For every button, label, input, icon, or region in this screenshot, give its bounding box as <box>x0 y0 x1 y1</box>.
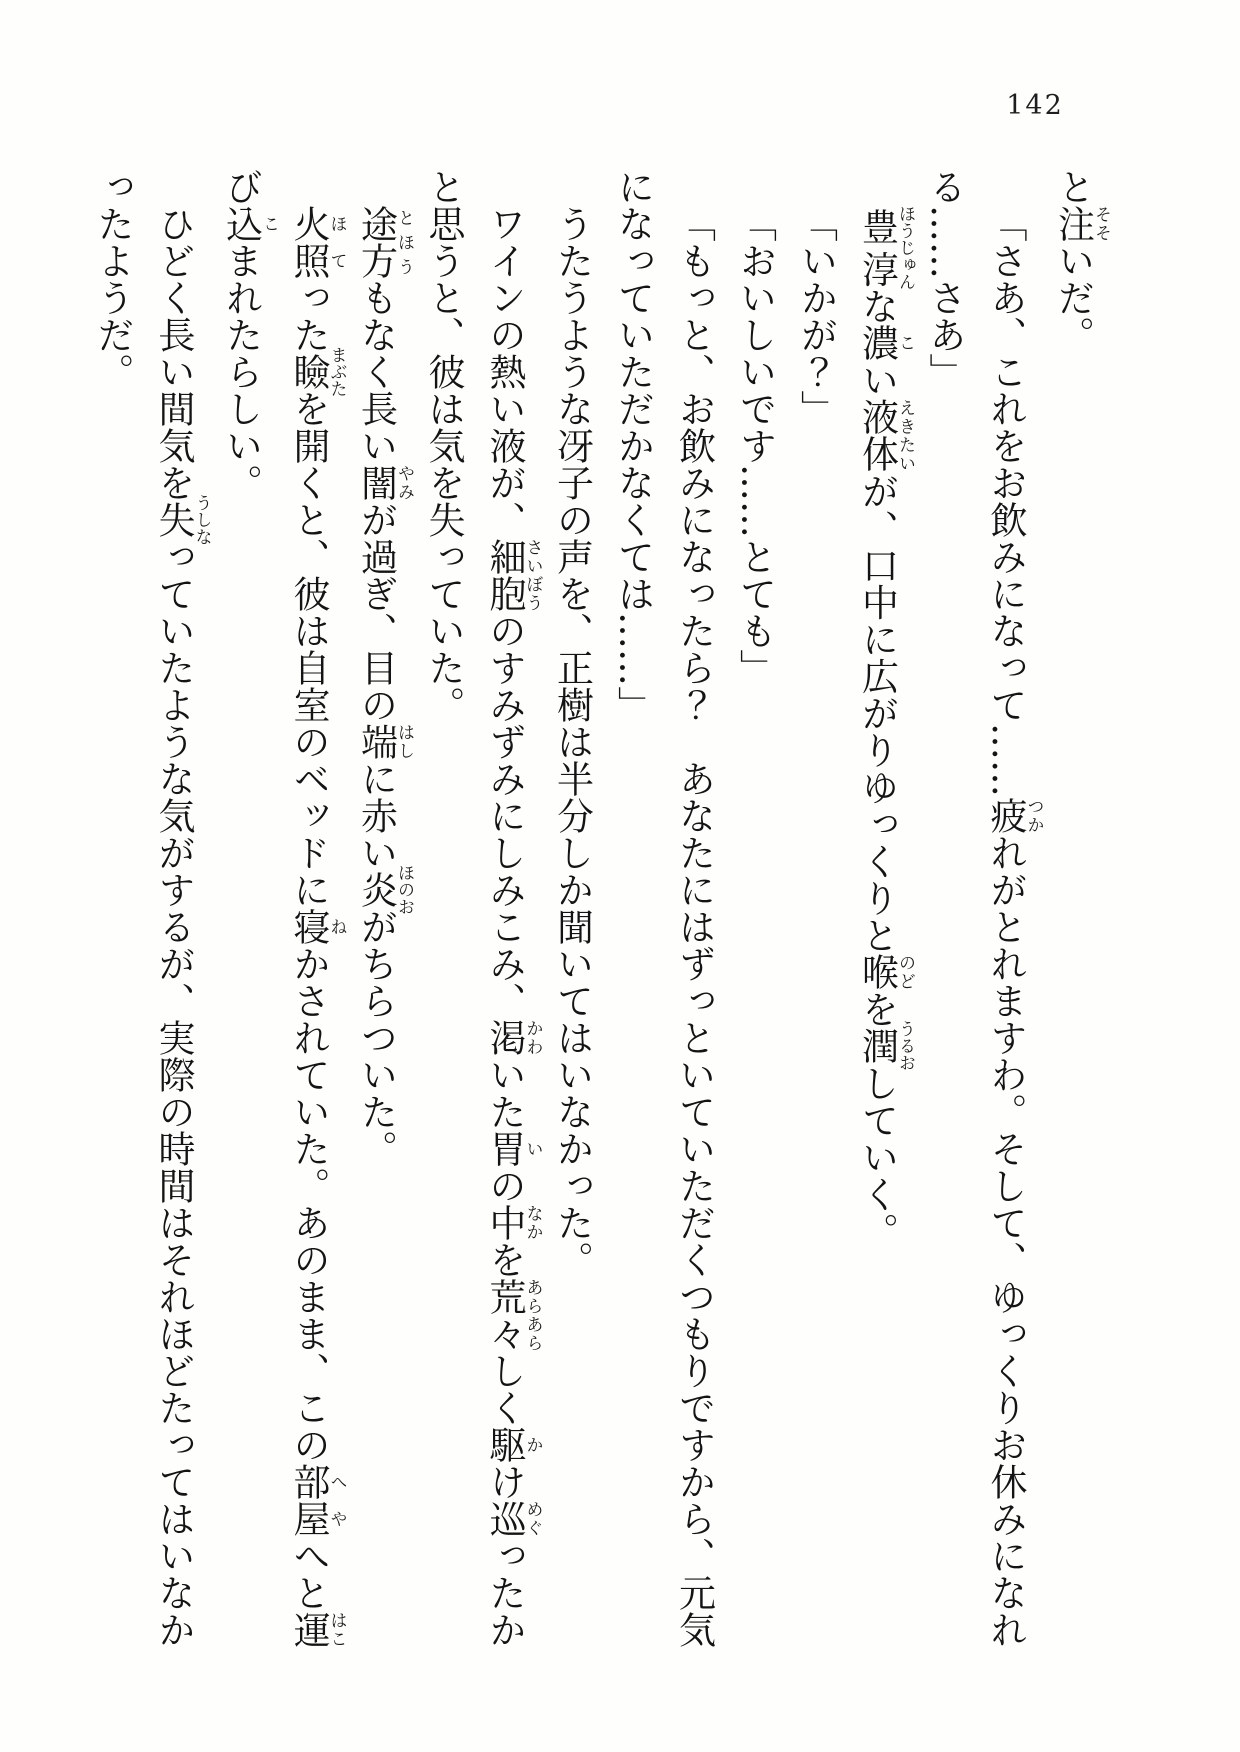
text-column: び込こまれたらしい。 <box>219 168 279 501</box>
furigana-text: うしな <box>191 494 212 545</box>
furigana-segment: 胃い <box>483 1130 543 1167</box>
furigana-text: ね <box>326 908 347 945</box>
furigana-text: ほうじゅん <box>895 205 915 290</box>
furigana-segment: 寝ね <box>287 908 347 945</box>
furigana-segment: 瞼まぶた <box>287 346 347 397</box>
furigana-segment: 駆か <box>483 1426 543 1463</box>
text-column: と注そそいだ。 <box>1051 168 1111 353</box>
text-column: 「さあ、これをお飲みになって……疲つかれがとれますわ。そして、ゆっくりお休みになれ <box>984 205 1044 1648</box>
text-column: 火照ほてった瞼まぶたを開くと、彼は自室のベッドに寝ねかされていた。あのまま、この部屋へやへと運はこ <box>287 205 347 1648</box>
text-column: 「もっと、お飲みになったら？ あなたにはずっといていただくつもりですから、元気 <box>672 205 716 1648</box>
furigana-segment: 潤うるお <box>855 1020 915 1072</box>
furigana-text: やみ <box>394 464 414 501</box>
furigana-segment: 巡めぐ <box>483 1500 543 1537</box>
furigana-text: なか <box>522 1204 543 1241</box>
furigana-segment: 端はし <box>354 723 414 760</box>
text-column: ったようだ。 <box>91 168 134 390</box>
furigana-text: えきたい <box>895 398 915 473</box>
furigana-segment: 豊淳ほうじゅん <box>855 205 915 290</box>
furigana-segment: 濃こ <box>855 324 915 362</box>
furigana-text: まぶた <box>326 346 347 397</box>
text-column: ひどく長い間気を失うしなっていたような気がするが、実際の時間はそれほどたってはいなか <box>152 205 212 1648</box>
furigana-text: のど <box>895 953 915 991</box>
furigana-segment: 闇やみ <box>354 464 414 501</box>
furigana-segment: 炎ほのお <box>354 864 414 915</box>
text-column: 「おいしいです……とても」 <box>733 205 777 686</box>
text-column: ワインの熱い液が、細胞さいぼうのすみずみにしみこみ、渇かわいた胃いの中なかを荒々あらあらしく駆かけ巡めぐったか <box>483 205 543 1648</box>
furigana-segment: 渇かわ <box>483 1019 543 1056</box>
furigana-text: へや <box>326 1463 347 1537</box>
furigana-segment: 細胞さいぼう <box>483 538 543 612</box>
furigana-text: はし <box>394 723 414 760</box>
furigana-text: さいぼう <box>522 538 543 612</box>
furigana-text: か <box>522 1426 543 1463</box>
text-column: うたうような冴子の声を、正樹は半分しか聞いてはいなかった。 <box>550 205 594 1278</box>
furigana-segment: 部屋へや <box>287 1463 347 1537</box>
furigana-text: かわ <box>522 1019 543 1056</box>
furigana-text: こ <box>895 324 915 362</box>
text-column: 「いかが？」 <box>794 205 838 427</box>
page-number: 142 <box>1006 90 1064 121</box>
furigana-text: めぐ <box>522 1500 543 1537</box>
furigana-text: そそ <box>1091 205 1111 242</box>
text-column: 途方とほうもなく長い闇やみが過ぎ、目の端はしに赤い炎ほのおがちらついた。 <box>354 205 414 1167</box>
text-column: 豊淳ほうじゅんな濃こい液体えきたいが、口中に広がりゆっくりと喉のどを潤うるおしていく。 <box>855 205 915 1250</box>
furigana-segment: 注そそ <box>1051 205 1111 242</box>
furigana-segment: 火照ほて <box>287 205 347 279</box>
furigana-text: あらあら <box>522 1278 543 1352</box>
furigana-segment: 疲つか <box>984 797 1044 834</box>
furigana-text: い <box>522 1130 543 1167</box>
furigana-text: ほて <box>326 205 347 279</box>
text-column: と思うと、彼は気を失っていた。 <box>422 168 465 723</box>
furigana-text: うるお <box>895 1020 915 1072</box>
furigana-segment: 荒々あらあら <box>483 1278 543 1352</box>
furigana-text: つか <box>1023 797 1044 834</box>
furigana-segment: 込こ <box>219 205 279 242</box>
furigana-segment: 喉のど <box>855 953 915 991</box>
furigana-text: とほう <box>394 205 414 279</box>
text-block <box>82 168 1110 1668</box>
furigana-text: こ <box>259 205 279 242</box>
furigana-text: ほのお <box>394 864 414 915</box>
text-column: になっていただかなくては……」 <box>611 168 655 723</box>
furigana-segment: 途方とほう <box>354 205 414 279</box>
furigana-segment: 液体えきたい <box>855 398 915 473</box>
furigana-text: はこ <box>326 1611 347 1648</box>
furigana-segment: 運はこ <box>287 1611 347 1648</box>
furigana-segment: 失うしな <box>152 494 212 545</box>
text-column: る……さあ」 <box>923 168 966 390</box>
furigana-segment: 中なか <box>483 1204 543 1241</box>
